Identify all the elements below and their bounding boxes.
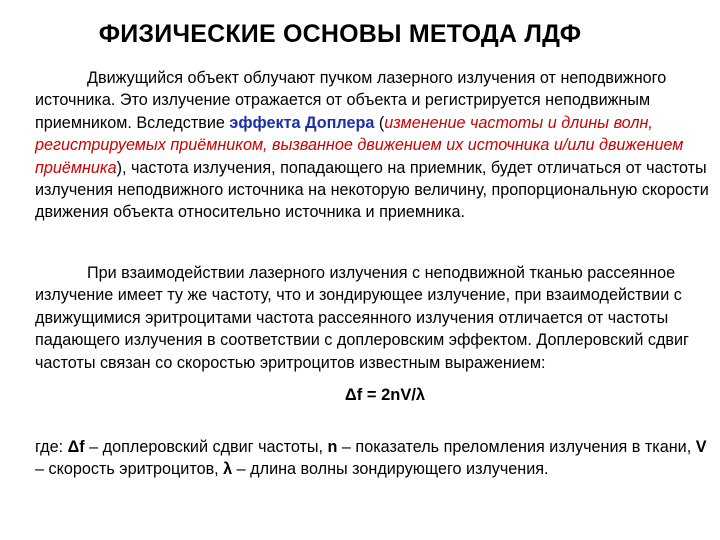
p3-text-d: – скорость эритроцитов, [35, 460, 224, 479]
doppler-formula: Δf = 2nV/λ [344, 386, 426, 404]
paragraph-doppler-intro [35, 67, 715, 224]
p3-text-e: – длина волны зондирующего излучения. [232, 460, 549, 479]
p2-text: При взаимодействии лазерного излучения с неподвижной тканью рассеянное излучение имеет ту же частоту, что и зондирующее излучение, при взаимодействии с движущимися эритроцитами частота рассеянного излучения отличается от частоты падающего излучения в соответствии с доплеровским эффектом. Доплеровский сдвиг частоты связан со скоростью эритроцитов известным выражением: [35, 264, 689, 372]
p3-text-b: – доплеровский сдвиг частоты, [84, 438, 328, 456]
paragraph-tissue-interaction [35, 262, 715, 374]
slide-title: ФИЗИЧЕСКИЕ ОСНОВЫ МЕТОДА ЛДФ [98, 20, 582, 48]
symbol-n: n [327, 438, 338, 456]
doppler-definition: изменение частоты и длины волн, регистрируемых приёмником, вызванное движением их источника и/или движением приёмника [35, 113, 684, 177]
p1-text-a: Движущийся объект облучают пучком лазерного излучения от неподвижного источника. Это излучение отражается от объекта и регистрируется неподвижным приемником. Вследствие [35, 69, 667, 132]
p3-text-a: где: [35, 438, 68, 456]
symbol-lambda: λ [223, 460, 233, 479]
p1-text-b: ( [374, 113, 385, 132]
symbol-df: Δf [67, 438, 85, 456]
doppler-effect-term: эффекта Доплера [229, 113, 375, 132]
symbol-v: V [695, 438, 707, 456]
paragraph-formula-legend [35, 436, 715, 481]
p1-text-c: ), частота излучения, попадающего на приемник, будет отличаться от частоты излучения неподвижного источника на некоторую величину, пропорциональную скорости движения объекта относительно источника и приемника. [35, 158, 709, 222]
p3-text-c: – показатель преломления излучения в ткани, [337, 438, 696, 456]
